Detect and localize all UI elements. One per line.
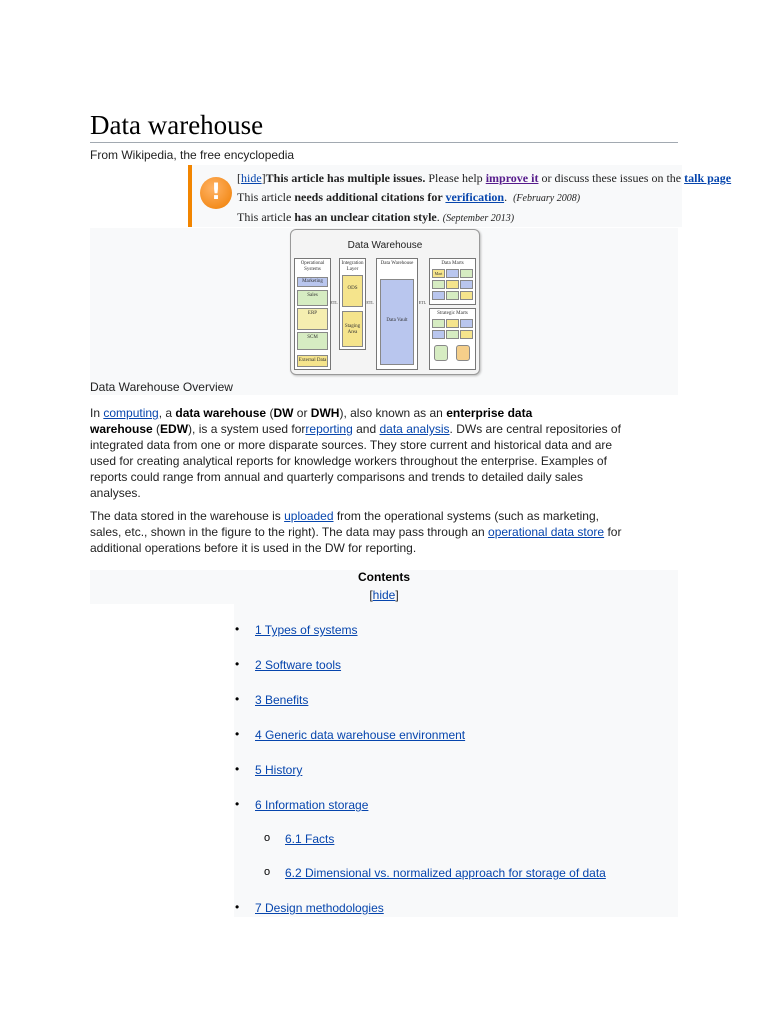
figure-caption: Data Warehouse Overview [90, 380, 233, 394]
p2-line-1: The data stored in the warehouse is uploaded from the operational systems (such as marketing, [90, 509, 599, 523]
toc-item-history[interactable]: 5 History [255, 763, 303, 777]
talk-page-link[interactable]: talk page [684, 171, 732, 185]
data-warehouse-diagram[interactable] [290, 229, 480, 375]
notice-intro-text: Please help [425, 171, 486, 185]
verification-link[interactable]: verification [445, 189, 505, 204]
erp-label: ERP [307, 311, 318, 316]
p1-line-6: analyses. [90, 486, 141, 500]
mart-box [460, 291, 473, 300]
p2-line-3: additional operations before it is used in the DW for reporting. [90, 541, 417, 555]
figure-thumbnail [90, 228, 678, 395]
mart-box [460, 319, 473, 328]
scm-label: SCM [307, 335, 318, 340]
notice-discuss-text: or discuss these issues on the [538, 171, 685, 185]
toc-bullet: • [235, 657, 240, 671]
notice-line-2: This article needs additional citations for verification. (February 2008) [237, 189, 581, 204]
issue1-date: (February 2008) [513, 192, 581, 204]
p1-line-4: used for creating analytical reports for knowledge workers throughout the enterprise. Examples of [90, 454, 607, 468]
staging-area-box [342, 311, 363, 347]
mart-box [432, 269, 445, 278]
mart-box [460, 269, 473, 278]
toc-item-software-tools[interactable]: 2 Software tools [255, 658, 342, 672]
reporting-link[interactable]: reporting [305, 422, 353, 436]
multiple-issues-notice [188, 165, 732, 227]
page-subtitle: From Wikipedia, the free encyclopedia [90, 148, 295, 162]
mart-box [446, 269, 459, 278]
mart-box [432, 330, 445, 339]
p1-line-5: reports could range from annual and quarterly comparisons and trends to detailed daily sales [90, 470, 583, 484]
toc-bullet: • [235, 692, 240, 706]
data-marts-header: Data Marts [441, 261, 464, 266]
staging-area-label: Staging Area [344, 324, 361, 335]
toc-item-generic-environment[interactable]: 4 Generic data warehouse environment [255, 728, 466, 742]
improve-it-link[interactable]: improve it [485, 171, 539, 185]
etl-arrow: ETL [366, 300, 374, 305]
operational-data-store-link[interactable]: operational data store [488, 525, 605, 539]
warning-icon: ! [200, 177, 232, 209]
external-data-label: External Data [298, 358, 327, 363]
data-vault-label: Data Vault [386, 318, 408, 323]
mart-box [460, 280, 473, 289]
integration-layer-header: Integration Layer [341, 261, 364, 272]
notice-intro-bold: This article has multiple issues. [265, 171, 426, 185]
table-of-contents [90, 570, 678, 917]
toc-item-facts[interactable]: 6.1 Facts [285, 832, 335, 846]
scm-box [297, 332, 328, 350]
erp-box [297, 308, 328, 330]
issue1-prefix: This article [237, 189, 295, 204]
data-vault-box [380, 279, 414, 365]
page-title: Data warehouse [90, 110, 678, 143]
toc-title: Contents [358, 570, 410, 584]
cube-icon [456, 345, 470, 361]
toc-bullet: • [235, 797, 240, 811]
issue1-bold: needs additional citations for [294, 189, 446, 204]
integration-layer-column [339, 258, 366, 350]
toc-sub-bullet: o [264, 832, 271, 844]
p2-line-2: sales, etc., shown in the figure to the right). The data may pass through an operational data store for [90, 525, 622, 539]
toc-bullet: • [235, 762, 240, 776]
p1-line-3: integrated data from one or more disparate sources. They store current and historical data and are [90, 438, 613, 452]
mart-box [446, 319, 459, 328]
notice-line-3: This article has an unclear citation style. (September 2013) [237, 210, 515, 224]
toc-sub-bullet: o [264, 866, 271, 878]
operational-systems-column [294, 258, 331, 370]
toc-item-dimensional-vs-normalized[interactable]: 6.2 Dimensional vs. normalized approach for storage of data [285, 866, 606, 880]
notice-line-1: [hide]This article has multiple issues. Please help improve it or discuss these issues on the talk page [237, 171, 732, 185]
toc-hide-link[interactable]: hide [372, 588, 396, 602]
sales-box [297, 290, 328, 306]
mart-box [460, 330, 473, 339]
etl-arrow: ETL [418, 300, 427, 305]
strategic-marts-header: Strategic Marts [437, 311, 468, 316]
ods-box [342, 275, 363, 307]
notice-text [237, 169, 768, 229]
mart-box [446, 330, 459, 339]
uploaded-link[interactable]: uploaded [284, 509, 334, 523]
toc-item-benefits[interactable]: 3 Benefits [255, 693, 309, 707]
data-analysis-link[interactable]: data analysis [379, 422, 450, 436]
sales-label: Sales [307, 293, 318, 298]
toc-item-information-storage[interactable]: 6 Information storage [255, 798, 369, 812]
mart-label: Mart [434, 271, 443, 276]
toc-item-types-of-systems[interactable]: 1 Types of systems [255, 623, 358, 637]
ods-label: ODS [347, 286, 358, 291]
external-data-box [297, 355, 328, 367]
data-marts-column [429, 258, 476, 305]
intro-paragraph-1 [90, 405, 678, 501]
diagram-title: Data Warehouse [347, 240, 423, 251]
issue2-date: (September 2013) [442, 213, 515, 224]
issue2-bold: has an unclear citation style [294, 210, 437, 224]
toc-hide: [hide] [369, 588, 399, 602]
toc-bullet: • [235, 622, 240, 636]
toc-item-design-methodologies[interactable]: 7 Design methodologies [255, 901, 384, 915]
mart-box [446, 280, 459, 289]
toc-bullet: • [235, 727, 240, 741]
mart-box [446, 291, 459, 300]
issue2-prefix: This article [237, 210, 295, 224]
mart-box [432, 291, 445, 300]
data-warehouse-header: Data Warehouse [380, 261, 414, 266]
p1-line-2: warehouse (EDW), is a system used forreporting and data analysis. DWs are central repositories of [90, 422, 621, 436]
p1-line-1: In computing, a data warehouse (DW or DWH), also known as an enterprise data [90, 406, 533, 420]
operational-systems-header: Operational Systems [300, 261, 325, 272]
mart-box [432, 319, 445, 328]
mart-box [432, 280, 445, 289]
intro-paragraph-2 [90, 508, 678, 556]
marketing-box [297, 277, 328, 287]
marketing-label: Marketing [302, 279, 323, 284]
strategic-marts-column [429, 308, 476, 370]
computing-link[interactable]: computing [103, 406, 159, 420]
cube-icon [434, 345, 448, 361]
toc-bullet: • [235, 900, 240, 914]
data-warehouse-column [376, 258, 418, 370]
etl-arrow: ETL [330, 300, 338, 305]
notice-hide-link[interactable]: hide [241, 171, 262, 185]
